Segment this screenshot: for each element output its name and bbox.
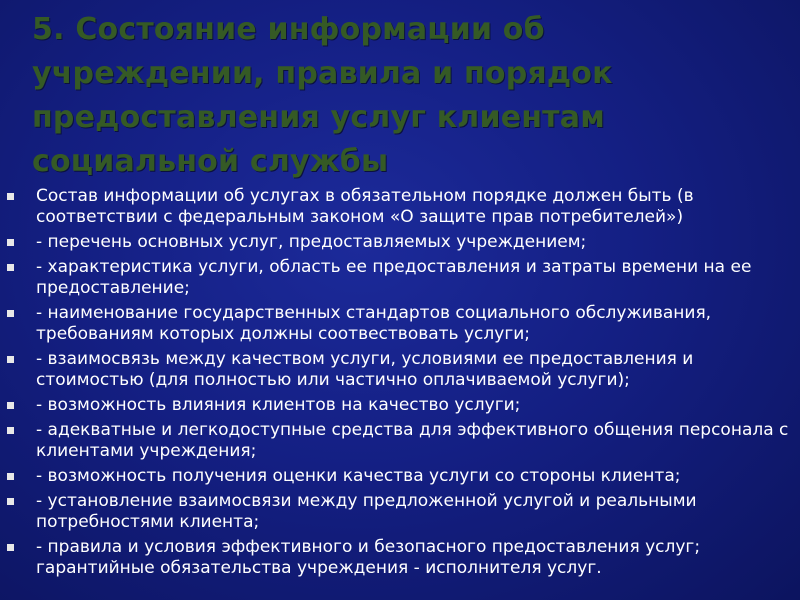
square-bullet-icon — [7, 473, 14, 480]
bullet-item — [4, 186, 794, 228]
square-bullet-icon — [7, 427, 14, 434]
bullet-text: - взаимосвязь между качеством услуги, условиями ее предоставления и стоимостью (для полностью или частично оплачиваемой услуги); — [36, 349, 694, 390]
square-bullet-icon — [7, 498, 14, 505]
bullet-item — [4, 349, 794, 391]
square-bullet-icon — [7, 193, 14, 200]
bullet-list — [4, 186, 794, 583]
bullet-item — [4, 491, 794, 533]
square-bullet-icon — [7, 402, 14, 409]
bullet-item — [4, 232, 794, 253]
square-bullet-icon — [7, 356, 14, 363]
bullet-item — [4, 257, 794, 299]
bullet-text: - установление взаимосвязи между предложенной услугой и реальными потребностями клиента; — [36, 491, 697, 532]
slide-title: 5. Состояние информации об учреждении, правила и порядок предоставления услуг клиентам социальной службы — [32, 12, 613, 179]
square-bullet-icon — [7, 239, 14, 246]
square-bullet-icon — [7, 544, 14, 551]
bullet-text: - правила и условия эффективного и безопасного предоставления услуг; гарантийные обязательства учреждения - исполнителя услуг. — [36, 537, 701, 578]
bullet-text: Состав информации об услугах в обязательном порядке должен быть (в соответствии с федеральным законом «О защите прав потребителей») — [36, 186, 694, 227]
bullet-item — [4, 420, 794, 462]
bullet-text: - наименование государственных стандартов социального обслуживания, требованиям которых должны соотвествовать услуги; — [36, 303, 712, 344]
bullet-text: - возможность влияния клиентов на качество услуги; — [36, 395, 521, 415]
bullet-item — [4, 537, 794, 579]
bullet-text: - перечень основных услуг, предоставляемых учреждением; — [36, 232, 587, 252]
bullet-item — [4, 395, 794, 416]
bullet-text: - характеристика услуги, область ее предоставления и затраты времени на ее предоставление; — [36, 257, 752, 298]
bullet-item — [4, 303, 794, 345]
bullet-text: - возможность получения оценки качества услуги со стороны клиента; — [36, 466, 681, 486]
square-bullet-icon — [7, 310, 14, 317]
bullet-item — [4, 466, 794, 487]
bullet-text: - адекватные и легкодоступные средства для эффективного общения персонала с клиентами учреждения; — [36, 420, 789, 461]
square-bullet-icon — [7, 264, 14, 271]
